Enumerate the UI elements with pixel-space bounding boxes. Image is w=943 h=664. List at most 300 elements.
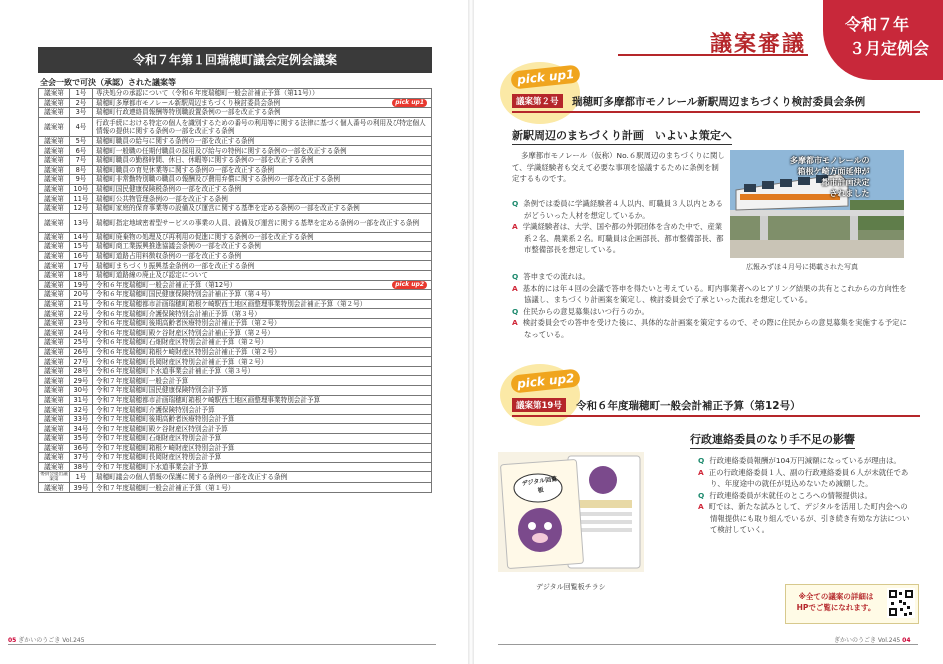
- qa-item: [698, 467, 910, 490]
- heading-rule: [618, 54, 808, 56]
- table-row: [39, 462, 432, 472]
- bill-title-text: 令和７年度瑞穂町下水道事業会計予算: [96, 463, 209, 472]
- bill-number-cell: [70, 251, 93, 261]
- bill-number-text: 5号: [75, 137, 87, 146]
- table-row: [39, 328, 432, 338]
- bill-kind-cell: [39, 146, 70, 156]
- bill-kind-cell: [39, 347, 70, 357]
- table-row: [39, 338, 432, 348]
- bill-number-text: 33号: [73, 415, 89, 424]
- bill-kind-text: 議案第: [44, 185, 64, 194]
- bill-number-cell: [70, 443, 93, 453]
- bill-title-text: 令和７年度瑞穂町一般会計補正予算（第１号）: [96, 483, 235, 492]
- bill-kind-text: 議案第: [44, 242, 64, 251]
- bill-title-cell: [93, 376, 432, 386]
- digital-flyer: [498, 452, 644, 572]
- bill-title-cell: [93, 483, 432, 493]
- qr-code-icon[interactable]: [887, 588, 915, 618]
- bill-number-text: 14号: [73, 232, 89, 241]
- bill-title-text: 令和６年度瑞穂町下水道事業会計補正予算（第３号）: [96, 367, 255, 376]
- bill-number-text: 26号: [73, 347, 89, 356]
- bill-title-cell: [93, 386, 432, 396]
- bill-number-text: 23号: [73, 319, 89, 328]
- table-row: [39, 280, 432, 290]
- photo-overlay-line: 都市計画決定: [821, 178, 870, 187]
- bill-number-text: 34号: [73, 424, 89, 433]
- table-row: [39, 414, 432, 424]
- bill-title-cell: [93, 155, 432, 165]
- bill-title-cell: [93, 146, 432, 156]
- pickup2-headline: 行政連絡委員のなり手不足の影響: [690, 431, 855, 449]
- bill-kind-text: 議案第: [44, 453, 64, 462]
- table-row: [39, 98, 432, 108]
- pickup1-bill-title: 瑞穂町多摩都市モノレール新駅周辺まちづくり検討委員会条例: [572, 96, 866, 108]
- table-row: [39, 251, 432, 261]
- table-row: [39, 483, 432, 493]
- bill-number-cell: [70, 462, 93, 472]
- bill-kind-cell: [39, 136, 70, 146]
- bill-title-cell: [93, 462, 432, 472]
- qa-item: [512, 198, 724, 221]
- bill-kind-cell: [39, 251, 70, 261]
- table-row: [39, 136, 432, 146]
- bill-kind-text: 議案第: [44, 146, 64, 155]
- bill-title-text: 令和６年度瑞穂町石畑財産区特別会計補正予算（第２号）: [96, 338, 268, 347]
- bill-kind-text: 議案第: [44, 261, 64, 270]
- table-row: [39, 290, 432, 300]
- bill-title-cell: [93, 347, 432, 357]
- bill-title-cell: [93, 251, 432, 261]
- bill-number-cell: [70, 424, 93, 434]
- publication-name: ぎかいのうごき Vol.245: [834, 637, 901, 644]
- bill-kind-text: 議案第: [44, 367, 64, 376]
- page-number: 05: [8, 637, 17, 644]
- bill-kind-text: 議案第: [44, 271, 64, 280]
- pickup1-rule: [512, 111, 920, 113]
- bill-kind-text: 議案第: [44, 194, 64, 203]
- table-row: [39, 309, 432, 319]
- bill-kind-cell: [39, 165, 70, 175]
- detail-note-line: HPでご覧になれます。: [796, 603, 876, 612]
- bill-kind-cell: [39, 290, 70, 300]
- bill-kind-cell: [39, 89, 70, 99]
- qa-item: [512, 283, 912, 306]
- bill-title-cell: [93, 184, 432, 194]
- table-row: [39, 299, 432, 309]
- bill-number-text: 13号: [73, 218, 89, 227]
- bill-number-text: 1号: [75, 89, 87, 98]
- pickup1-intro: 多摩都市モノレール（仮称）No.６駅周辺のまちづくりに関して、学識経験者も交えて必要な事項を協議するために条例を制定するものです。: [512, 151, 725, 183]
- bill-number-text: 17号: [73, 261, 89, 270]
- bill-number-cell: [70, 338, 93, 348]
- session-badge: [823, 0, 943, 80]
- bill-kind-text: 議案第: [44, 376, 64, 385]
- bill-number-cell: [70, 261, 93, 271]
- bill-title-text: 瑞穂町非常勤特別職の職員の報酬及び費用弁償に関する条例の一部を改正する条例: [96, 175, 340, 184]
- table-row: [39, 434, 432, 444]
- bill-title-cell: [93, 338, 432, 348]
- bill-number-text: 7号: [75, 156, 87, 165]
- question-marker: Q: [512, 199, 519, 208]
- bill-number-cell: [70, 232, 93, 242]
- bill-kind-text: 議案第: [44, 309, 64, 318]
- bill-number-cell: [70, 357, 93, 367]
- bill-number-cell: [70, 89, 93, 99]
- bill-number-text: 30号: [73, 386, 89, 395]
- bill-title-cell: [93, 261, 432, 271]
- bill-title-cell: [93, 280, 432, 290]
- bill-kind-text: 議案第: [44, 319, 64, 328]
- bill-number-cell: [70, 270, 93, 280]
- bill-kind-text: 議案第: [44, 338, 64, 347]
- bill-kind-text: 議案第: [44, 434, 64, 443]
- bill-number-text: 24号: [73, 328, 89, 337]
- bill-number-text: 37号: [73, 453, 89, 462]
- bill-number-text: 19号: [73, 280, 89, 289]
- flyer-text: デジタル回覧板: [521, 475, 558, 495]
- section-heading: 議案審議: [710, 32, 807, 57]
- qa-text: 行政連絡委員が未就任のところへの情報提供は。: [709, 490, 872, 500]
- bill-title-text: 瑞穂町家庭的保育事業等の設備及び運営に関する基準を定める条例の一部を改正する条例: [96, 204, 360, 213]
- session-name: ３月定例会: [849, 39, 930, 58]
- bill-title-cell: [93, 270, 432, 280]
- footer-right: [834, 635, 911, 644]
- bill-kind-text: 議案第: [44, 395, 64, 404]
- footer-rule: [498, 644, 918, 645]
- bill-number-text: 35号: [73, 434, 89, 443]
- bill-number-cell: [70, 194, 93, 204]
- bill-title-cell: [93, 89, 432, 99]
- bill-kind-cell: [39, 424, 70, 434]
- bill-number-text: 15号: [73, 242, 89, 251]
- pickup1-qa-lower: [512, 271, 912, 340]
- bill-kind-cell: [39, 232, 70, 242]
- bill-kind-text: 議案第: [44, 443, 64, 452]
- bill-title-cell: [93, 424, 432, 434]
- bill-number-cell: [70, 146, 93, 156]
- bill-kind-cell: [39, 453, 70, 463]
- qa-text: 答申までの流れは。: [523, 272, 590, 281]
- bill-number-text: 12号: [73, 204, 89, 213]
- bill-title-text: 瑞穂町行政連絡員報酬等特別職設置条例の一部を改正する条例: [96, 108, 281, 117]
- bill-title-text: 瑞穂町一般職の任期付職員の採用及び給与の特例に関する条例の一部を改正する条例: [96, 146, 347, 155]
- bill-kind-text: 議案第: [44, 137, 64, 146]
- pickup2-rule: [512, 415, 920, 417]
- pickup2-bill-title: 令和６年度瑞穂町一般会計補正予算（第12号）: [576, 400, 801, 412]
- bill-title-text: 令和６年度瑞穂町国民健康保険特別会計補正予算（第４号）: [96, 290, 275, 299]
- bill-title-cell: [93, 213, 432, 232]
- bill-kind-cell: [39, 357, 70, 367]
- table-row: [39, 347, 432, 357]
- bill-number-cell: [70, 117, 93, 136]
- table-subheading: 全会一致で可決（承認）された議案等: [40, 78, 176, 87]
- bill-number-text: 27号: [73, 357, 89, 366]
- bill-title-text: 瑞穂町公共物管理条例の一部を改正する条例: [96, 194, 228, 203]
- table-row: [39, 232, 432, 242]
- publication-name: ぎかいのうごき Vol.245: [18, 637, 85, 644]
- bill-number-cell: [70, 280, 93, 290]
- table-row: [39, 318, 432, 328]
- bill-title-text: 令和７年度瑞穂町介護保険特別会計予算: [96, 405, 215, 414]
- bill-title-text: 令和７年度瑞穂町箱根ケ崎財産区特別会計予算: [96, 443, 235, 452]
- page-spine: [468, 0, 474, 664]
- table-row: [39, 146, 432, 156]
- bill-kind-text: 議案第: [44, 357, 64, 366]
- table-row: [39, 472, 432, 483]
- bill-title-cell: [93, 242, 432, 252]
- bill-kind-text: 議案第: [44, 232, 64, 241]
- bill-title-cell: [93, 453, 432, 463]
- bill-title-cell: [93, 136, 432, 146]
- bill-number-text: 3号: [75, 108, 87, 117]
- bill-title-text: 瑞穂町まちづくり振興基金条例の一部を改正する条例: [96, 261, 255, 270]
- bill-number-cell: [70, 472, 93, 483]
- bill-title-cell: [93, 165, 432, 175]
- bill-title-text: 瑞穂町道路線の廃止及び認定について: [96, 271, 208, 280]
- answer-marker: A: [512, 283, 518, 293]
- bill-number-cell: [70, 290, 93, 300]
- bill-number-text: 8号: [75, 165, 87, 174]
- bill-kind-cell: [39, 472, 70, 483]
- bill-title-cell: [93, 472, 432, 483]
- bill-kind-cell: [39, 366, 70, 376]
- table-row: [39, 155, 432, 165]
- bill-title-cell: [93, 318, 432, 328]
- bill-title-text: 瑞穂町職員の育児休業等に関する条例の一部を改正する条例: [96, 165, 275, 174]
- question-marker: Q: [698, 490, 705, 500]
- pickup-marker: pick up2: [392, 281, 427, 289]
- bill-number-text: 20号: [73, 290, 89, 299]
- pickup-marker: pick up1: [392, 99, 427, 107]
- bill-kind-cell: [39, 414, 70, 424]
- bill-title-cell: [93, 414, 432, 424]
- bill-title-cell: [93, 299, 432, 309]
- flyer-illustration: [498, 452, 644, 572]
- bill-table: [38, 88, 432, 493]
- bill-kind-text: 議案第: [44, 204, 64, 213]
- photo-overlay-text: [790, 155, 869, 199]
- bill-number-cell: [70, 184, 93, 194]
- table-row: [39, 213, 432, 232]
- bill-title-cell: [93, 117, 432, 136]
- bill-kind-text: 議案第: [44, 405, 64, 414]
- answer-marker: A: [698, 467, 704, 477]
- table-row: [39, 89, 432, 99]
- qa-text: 基本的には年４回の会議で答申を得たいと考えている。町内事業者へのヒアリング結果の共有とこれからの方向性を協議し、まちづくり計画案を策定し、検討委員会で了承といった流れを想定している。: [522, 283, 907, 304]
- qa-text: 住民からの意見募集はいつ行うのか。: [523, 306, 649, 316]
- bill-number-cell: [70, 395, 93, 405]
- question-marker: Q: [698, 456, 705, 465]
- qa-item: [512, 306, 912, 318]
- photo-overlay-line: 多摩都市モノレールの: [790, 156, 870, 165]
- bill-kind-text: 議案第: [44, 483, 64, 492]
- bill-kind-cell: [39, 261, 70, 271]
- qa-text: 学識経験者は、大学、国や都の外郭団体を含めた中で、産業系２名、農業系２名。町職員は企画部長、都市整備部長、都市整備部長を想定している。: [522, 222, 724, 254]
- qa-item: [698, 501, 910, 536]
- bill-kind-text: 議案第: [44, 415, 64, 424]
- table-row: [39, 270, 432, 280]
- bill-number-cell: [70, 242, 93, 252]
- bill-title-cell: [93, 434, 432, 444]
- answer-marker: A: [512, 222, 518, 231]
- bill-title-cell: [93, 405, 432, 415]
- bill-title-text: 令和６年度瑞穂町一般会計補正予算（第12号）: [96, 280, 237, 289]
- bill-title-text: 瑞穂町商工業振興推進協議会条例の一部を改正する条例: [96, 242, 261, 251]
- bill-title-text: 令和６年度瑞穂町箱根ケ崎財産区特別会計補正予算（第２号）: [96, 347, 281, 356]
- question-marker: Q: [512, 306, 519, 316]
- bill-title-text: 瑞穂町多摩都市モノレール新駅周辺まちづくり検討委員会条例: [96, 98, 281, 107]
- bill-number-cell: [70, 136, 93, 146]
- bill-title-text: 令和７年度瑞穂町国民健康保険特別会計予算: [96, 386, 228, 395]
- bill-kind-cell: [39, 108, 70, 118]
- answer-marker: A: [698, 502, 704, 511]
- bill-title-text: 瑞穂町道路占用料徴収条例の一部を改正する条例: [96, 252, 242, 261]
- table-row: [39, 453, 432, 463]
- qa-item: [512, 317, 912, 340]
- bill-title-cell: [93, 366, 432, 376]
- table-row: [39, 242, 432, 252]
- table-row: [39, 117, 432, 136]
- bill-title-text: 令和７年度瑞穂町石畑財産区特別会計予算: [96, 434, 222, 443]
- detail-note: [788, 591, 884, 613]
- bill-kind-cell: [39, 483, 70, 493]
- bill-number-text: 39号: [73, 483, 89, 492]
- bill-title-cell: [93, 232, 432, 242]
- footer-left: [8, 635, 85, 644]
- bill-kind-text: 議案第: [44, 175, 64, 184]
- bill-kind-cell: [39, 213, 70, 232]
- bill-number-text: 18号: [73, 271, 89, 280]
- bill-number-text: 31号: [73, 395, 89, 404]
- table-row: [39, 203, 432, 213]
- table-row: [39, 175, 432, 185]
- bill-title-text: 令和６年度瑞穂町後期高齢者医療特別会計補正予算（第２号）: [96, 319, 281, 328]
- bill-title-cell: [93, 309, 432, 319]
- bill-number-text: 2号: [75, 98, 87, 107]
- bill-number-cell: [70, 376, 93, 386]
- bill-number-text: 9号: [75, 175, 87, 184]
- bill-title-text: 令和７年度瑞穂町一般会計予算: [96, 376, 189, 385]
- bill-kind-cell: [39, 434, 70, 444]
- bill-number-cell: [70, 453, 93, 463]
- bill-kind-cell: [39, 194, 70, 204]
- bill-kind-cell: [39, 338, 70, 348]
- bill-number-cell: [70, 203, 93, 213]
- bill-number-cell: [70, 165, 93, 175]
- bill-title-cell: [93, 203, 432, 213]
- question-marker: Q: [512, 272, 519, 281]
- qa-text: 正の行政連絡委員１人、副の行政連絡委員６人が未就任であり、年度途中の就任が見込めないため減額した。: [708, 467, 909, 488]
- bill-title-cell: [93, 194, 432, 204]
- qa-item: [512, 271, 912, 283]
- bill-title-text: 令和６年度瑞穂町長岡財産区特別会計補正予算（第２号）: [96, 357, 268, 366]
- bill-title-text: 専決処分の承認について（令和６年度瑞穂町一般会計補正予算（第11号））: [96, 89, 319, 98]
- bill-kind-cell: [39, 299, 70, 309]
- bill-kind-cell: [39, 117, 70, 136]
- bill-number-cell: [70, 366, 93, 376]
- bill-title-text: 瑞穂町議会の個人情報の保護に関する条例の一部を改正する条例: [96, 473, 288, 482]
- table-row: [39, 357, 432, 367]
- qa-item: [698, 455, 910, 467]
- bill-title-text: 令和６年度瑞穂都市計画瑞穂町箱根ケ崎駅西土地区画整理事業特別会計補正予算（第２号）: [96, 299, 367, 308]
- left-page: [0, 0, 470, 664]
- qa-text: 条例では委員に学識経験者４人以内、町職員３人以内とあるがどういった人材を想定しているか。: [523, 199, 723, 220]
- bill-title-text: 瑞穂町職員の給与に関する条例の一部を改正する条例: [96, 137, 255, 146]
- bill-title-text: 瑞穂町廃棄物の処理及び再利用の促進に関する条例の一部を改正する条例: [96, 232, 314, 241]
- bill-kind-cell: [39, 443, 70, 453]
- bill-number-cell: [70, 155, 93, 165]
- bill-kind-text: 議案第: [44, 463, 64, 472]
- detail-box: [785, 584, 919, 624]
- bill-number-text: 36号: [73, 443, 89, 452]
- bill-title-text: 瑞穂町国民健康保険税条例の一部を改正する条例: [96, 185, 242, 194]
- bill-number-text: 29号: [73, 376, 89, 385]
- session-year: 令和７年: [845, 15, 910, 34]
- answer-marker: A: [512, 318, 518, 327]
- bill-kind-text: 議案第: [44, 252, 64, 261]
- bill-number-text: 38号: [73, 463, 89, 472]
- bill-number-text: 11号: [73, 194, 89, 203]
- bill-kind-text: 議案第: [44, 108, 64, 117]
- bill-number-cell: [70, 434, 93, 444]
- bill-kind-text: 議案第: [44, 386, 64, 395]
- bill-kind-cell: [39, 395, 70, 405]
- bill-kind-cell: [39, 270, 70, 280]
- bill-title-cell: [93, 108, 432, 118]
- bill-number-cell: [70, 108, 93, 118]
- bill-kind-text: 議案第: [44, 424, 64, 433]
- qa-text: 行政連絡委員報酬が104万円減額になっているが理由は。: [709, 456, 901, 465]
- table-row: [39, 261, 432, 271]
- photo-overlay-line: されました: [829, 189, 870, 198]
- bill-kind-text: 議案第: [44, 98, 64, 107]
- bill-number-cell: [70, 328, 93, 338]
- bill-title-cell: [93, 328, 432, 338]
- photo-overlay-line: 箱根ケ崎方面延伸が: [797, 167, 870, 176]
- bill-number-cell: [70, 175, 93, 185]
- bill-kind-text: 議案第: [44, 328, 64, 337]
- bill-number-cell: [70, 386, 93, 396]
- pickup1-qa-upper: [512, 198, 724, 256]
- bill-kind-cell: [39, 203, 70, 213]
- bill-title-cell: [93, 290, 432, 300]
- table-row: [39, 386, 432, 396]
- bill-kind-cell: [39, 376, 70, 386]
- table-row: [39, 165, 432, 175]
- bill-title-text: 令和７年度瑞穂町殿ケ谷財産区特別会計予算: [96, 424, 228, 433]
- bill-title-text: 令和７年度瑞穂町後期高齢者医療特別会計予算: [96, 415, 235, 424]
- pickup2-qa: [698, 455, 910, 536]
- bill-title-cell: [93, 175, 432, 185]
- bill-number-cell: [70, 414, 93, 424]
- table-row: [39, 366, 432, 376]
- qa-item: [698, 490, 910, 502]
- bill-kind-cell: [39, 155, 70, 165]
- detail-note-line: ※全ての議案の詳細は: [798, 592, 874, 601]
- bill-kind-cell: [39, 462, 70, 472]
- bill-kind-text: 議案第: [44, 290, 64, 299]
- bill-number-cell: [70, 309, 93, 319]
- bill-number-cell: [70, 483, 93, 493]
- bill-number-text: 21号: [73, 299, 89, 308]
- table-row: [39, 376, 432, 386]
- pickup1-headline: 新駅周辺のまちづくり計画 いよいよ策定へ: [512, 127, 732, 145]
- bill-title-cell: [93, 357, 432, 367]
- bill-kind-cell: [39, 242, 70, 252]
- qa-text: 検討委員会での答申を受けた後に、具体的な計画案を策定するので、その際に住民からの意見募集を実施する予定になっている。: [522, 318, 907, 339]
- bill-title-cell: [93, 395, 432, 405]
- pickup1-bill-tag: 議案第２号: [512, 94, 563, 108]
